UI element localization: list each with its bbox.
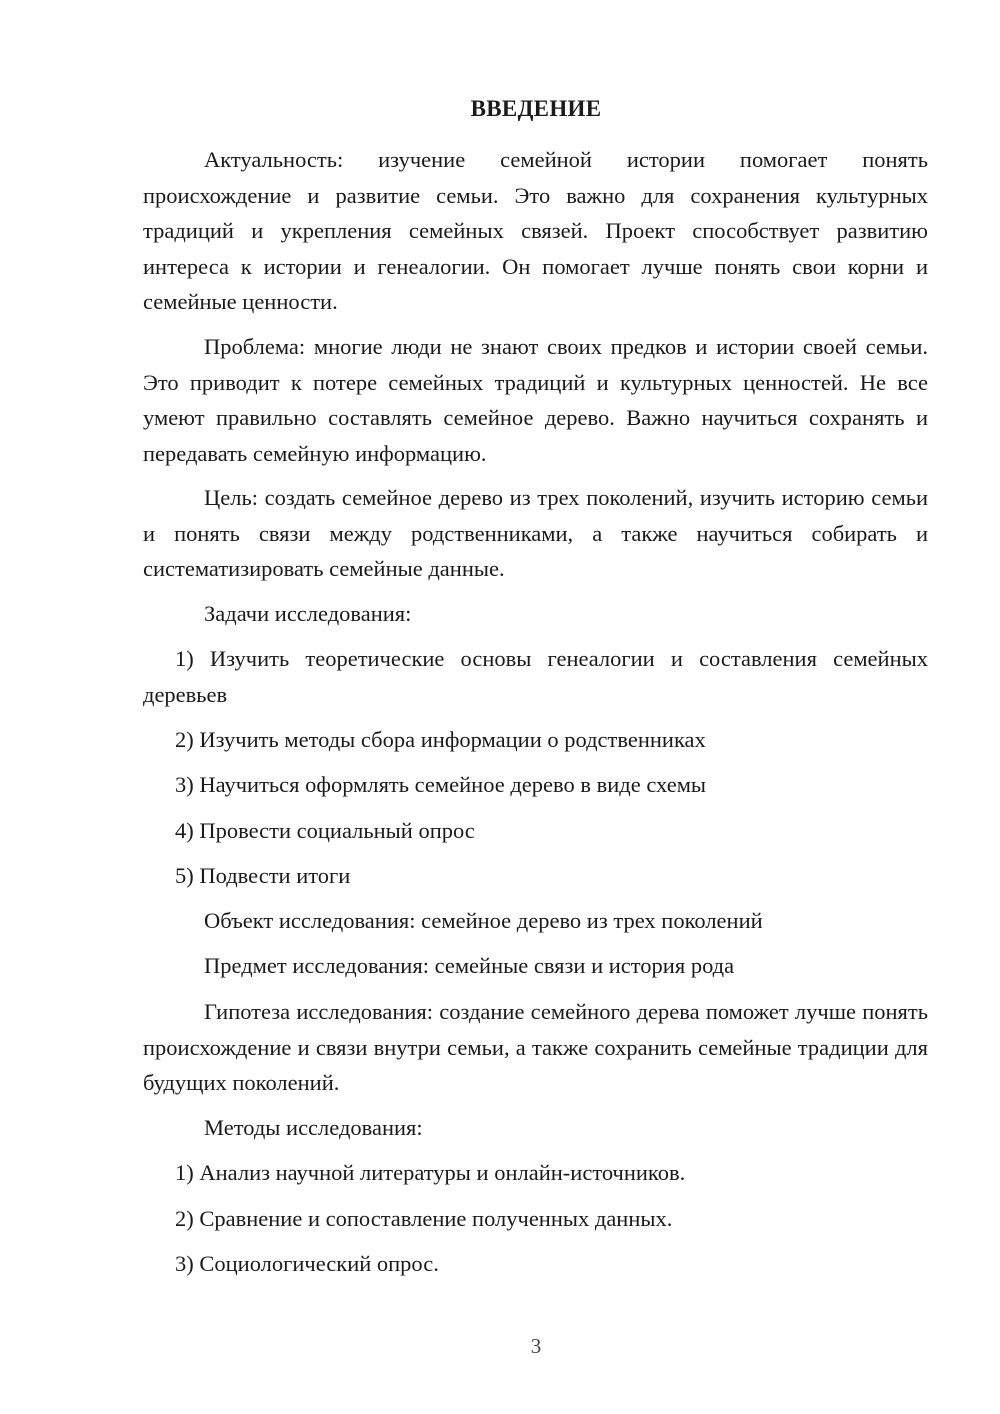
relevance-paragraph: Актуальность: изучение семейной истории помогает понять происхождение и развитие семьи. Это важно для сохранения культурных традиций и укрепления семейных связей. Проект способствует развитию интереса к истории и генеалогии. Он помогает лучше понять свои корни и семейные ценности. xyxy=(143,147,928,314)
task-item-1: 1) Изучить теоретические основы генеалогии и составления семейных деревьев xyxy=(143,646,928,707)
problem-paragraph: Проблема: многие люди не знают своих предков и истории своей семьи. Это приводит к потере семейных традиций и культурных ценностей. Не все умеют правильно составлять семейное дерево. Важно научиться сохранять и передавать семейную информацию. xyxy=(143,334,928,466)
method-item-2: 2) Сравнение и сопоставление полученных данных. xyxy=(175,1206,673,1231)
methods-heading: Методы исследования: xyxy=(204,1115,423,1140)
method-item-1: 1) Анализ научной литературы и онлайн-источников. xyxy=(175,1160,686,1185)
task-item-3: 3) Научиться оформлять семейное дерево в виде схемы xyxy=(175,772,707,797)
hypothesis-paragraph: Гипотеза исследования: создание семейного дерева поможет лучше понять происхождение и связи внутри семьи, а также сохранить семейные традиции для будущих поколений. xyxy=(143,999,928,1095)
task-item-4: 4) Провести социальный опрос xyxy=(175,818,475,843)
tasks-heading: Задачи исследования: xyxy=(204,601,412,626)
page-number: 3 xyxy=(530,1334,542,1358)
object-paragraph: Объект исследования: семейное дерево из трех поколений xyxy=(204,908,763,933)
task-item-5: 5) Подвести итоги xyxy=(175,863,351,888)
page-title: ВВЕДЕНИЕ xyxy=(470,96,602,121)
method-item-3: 3) Социологический опрос. xyxy=(175,1251,439,1276)
task-item-2: 2) Изучить методы сбора информации о родственниках xyxy=(175,727,706,752)
goal-paragraph: Цель: создать семейное дерево из трех поколений, изучить историю семьи и понять связи между родственниками, а также научиться собирать и систематизировать семейные данные. xyxy=(143,485,928,581)
subject-paragraph: Предмет исследования: семейные связи и история рода xyxy=(204,953,735,978)
